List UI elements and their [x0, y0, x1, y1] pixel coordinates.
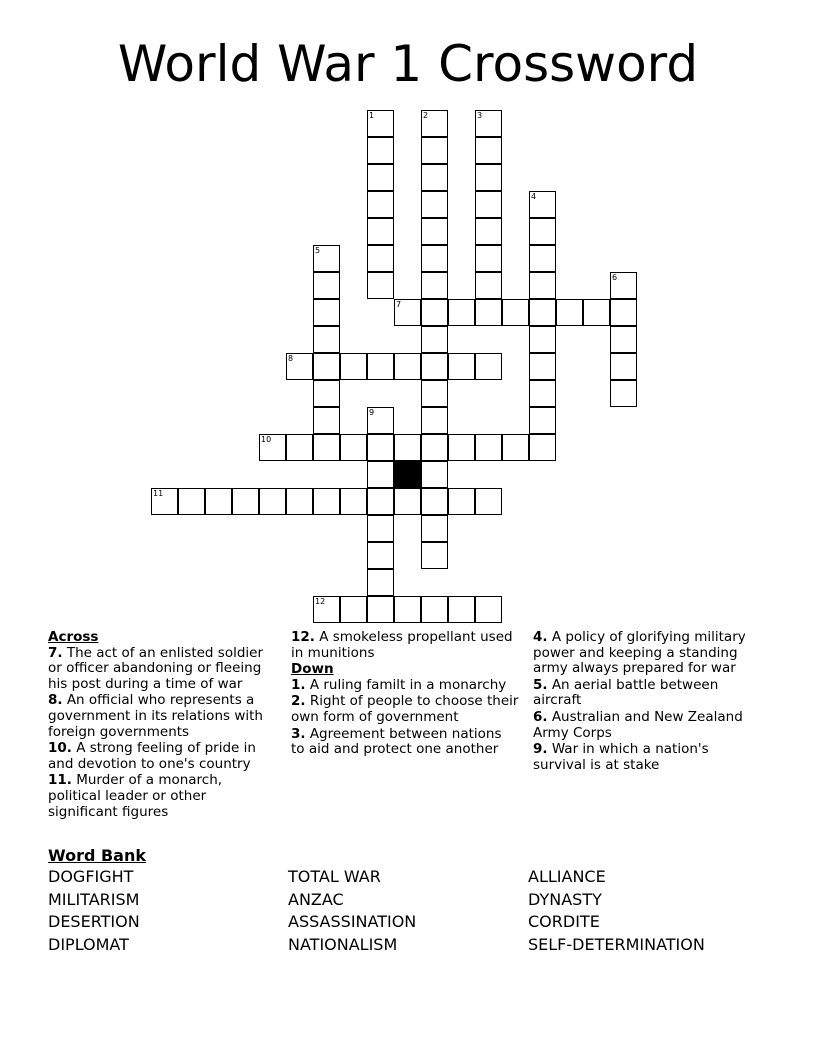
word-bank-entry: ALLIANCE — [528, 867, 606, 886]
grid-cell[interactable] — [340, 488, 367, 515]
cell-number: 1 — [369, 111, 375, 120]
grid-cell[interactable] — [394, 488, 421, 515]
cell-number: 7 — [396, 300, 402, 309]
clue-number: 1. — [291, 676, 306, 693]
grid-cell[interactable] — [421, 245, 448, 272]
grid-cell[interactable] — [232, 488, 259, 515]
grid-cell[interactable] — [313, 299, 340, 326]
grid-cell[interactable] — [205, 488, 232, 515]
grid-cell[interactable] — [259, 488, 286, 515]
clues-column-1 — [48, 630, 276, 821]
cell-number: 4 — [531, 192, 537, 201]
clue-item — [533, 742, 755, 773]
grid-cell[interactable] — [610, 272, 637, 299]
grid-cell[interactable] — [448, 299, 475, 326]
cell-number: 10 — [261, 435, 272, 444]
grid-cell[interactable] — [367, 353, 394, 380]
grid-cell[interactable] — [529, 353, 556, 380]
grid-cell[interactable] — [286, 488, 313, 515]
grid-cell[interactable] — [313, 596, 340, 623]
grid-cell[interactable] — [448, 434, 475, 461]
clue-number: 5. — [533, 676, 548, 693]
clue-item — [48, 646, 276, 693]
grid-cell[interactable] — [529, 218, 556, 245]
grid-cell[interactable] — [502, 434, 529, 461]
clue-item — [291, 727, 519, 758]
grid-cell[interactable] — [340, 596, 367, 623]
grid-cell[interactable] — [340, 353, 367, 380]
word-bank-entry: DYNASTY — [528, 889, 602, 909]
clue-number: 12. — [291, 629, 315, 645]
page-title: World War 1 Crossword — [117, 35, 699, 93]
grid-cell[interactable] — [421, 488, 448, 515]
grid-cell[interactable] — [367, 272, 394, 299]
grid-cell[interactable] — [421, 542, 448, 569]
grid-cell[interactable] — [421, 461, 448, 488]
clue-text: Agreement between nations to aid and protect one another — [291, 725, 502, 758]
clue-text: A ruling familt in a monarchy — [305, 676, 507, 693]
grid-cell[interactable] — [583, 299, 610, 326]
grid-cell[interactable] — [259, 434, 286, 461]
word-bank-column-2 — [288, 866, 416, 956]
grid-cell[interactable] — [151, 488, 178, 515]
grid-cell[interactable] — [529, 299, 556, 326]
grid-cell[interactable] — [367, 596, 394, 623]
grid-cell[interactable] — [421, 515, 448, 542]
grid-cell[interactable] — [367, 407, 394, 434]
clue-number: 4. — [533, 629, 548, 645]
grid-cell[interactable] — [529, 272, 556, 299]
grid-cell[interactable] — [502, 299, 529, 326]
grid-cell[interactable] — [421, 299, 448, 326]
word-bank-entry: ASSASSINATION — [288, 912, 417, 932]
clue-item — [48, 741, 276, 772]
grid-cell[interactable] — [421, 110, 448, 137]
grid-cell[interactable] — [475, 137, 502, 164]
word-bank-entry: DOGFIGHT — [48, 867, 134, 886]
clue-number: 10. — [48, 740, 72, 757]
word-bank-entry: ANZAC — [288, 889, 344, 909]
clue-text: Murder of a monarch, political leader or other significant figures — [48, 772, 223, 820]
grid-cell[interactable] — [421, 326, 448, 353]
clue-item — [533, 678, 755, 709]
cell-number: 2 — [423, 111, 429, 120]
grid-cell[interactable] — [610, 380, 637, 407]
clue-text: Right of people to choose their own form of government — [291, 693, 519, 725]
clue-item — [48, 773, 276, 820]
grid-cell[interactable] — [529, 245, 556, 272]
grid-cell[interactable] — [421, 191, 448, 218]
clue-item — [533, 630, 755, 677]
grid-block — [394, 461, 421, 488]
grid-cell[interactable] — [313, 326, 340, 353]
down-clue-list-continued — [533, 630, 755, 773]
grid-cell[interactable] — [475, 434, 502, 461]
across-clue-list-continued — [291, 630, 519, 661]
cell-number: 3 — [477, 111, 483, 120]
grid-cell[interactable] — [286, 353, 313, 380]
grid-cell[interactable] — [394, 596, 421, 623]
grid-cell[interactable] — [367, 137, 394, 164]
grid-cell[interactable] — [286, 434, 313, 461]
clue-item — [291, 630, 519, 661]
clue-number: 3. — [291, 725, 306, 742]
grid-cell[interactable] — [367, 245, 394, 272]
clue-text: War in which a nation's survival is at stake — [533, 741, 709, 773]
word-bank-entry: NATIONALISM — [288, 934, 398, 954]
clue-text: A smokeless propellant used in munitions — [291, 629, 513, 661]
grid-cell[interactable] — [475, 164, 502, 191]
grid-cell[interactable] — [394, 434, 421, 461]
word-bank-entry: CORDITE — [528, 912, 600, 932]
grid-cell[interactable] — [610, 299, 637, 326]
grid-cell[interactable] — [367, 218, 394, 245]
cell-number: 9 — [369, 408, 375, 417]
grid-cell[interactable] — [475, 272, 502, 299]
clues-column-2 — [291, 630, 519, 759]
grid-cell[interactable] — [475, 299, 502, 326]
clue-number: 11. — [48, 772, 72, 789]
grid-cell[interactable] — [475, 218, 502, 245]
word-bank-entry: DIPLOMAT — [48, 934, 129, 954]
clue-item — [291, 678, 519, 694]
grid-cell[interactable] — [556, 299, 583, 326]
grid-cell[interactable] — [529, 326, 556, 353]
word-bank-column-3 — [528, 866, 705, 956]
grid-cell[interactable] — [367, 191, 394, 218]
clue-number: 7. — [48, 644, 63, 661]
grid-cell[interactable] — [313, 407, 340, 434]
grid-cell[interactable] — [475, 488, 502, 515]
across-heading: Across — [48, 629, 99, 645]
clue-text: The act of an enlisted soldier or officer abandoning or fleeing his post during a time of war — [48, 644, 264, 692]
clue-item — [291, 694, 519, 725]
clue-number: 9. — [533, 741, 548, 758]
grid-cell[interactable] — [475, 353, 502, 380]
grid-cell[interactable] — [394, 353, 421, 380]
grid-cell[interactable] — [529, 407, 556, 434]
grid-cell[interactable] — [421, 434, 448, 461]
cell-number: 11 — [153, 489, 164, 498]
down-clue-list — [291, 678, 519, 758]
grid-cell[interactable] — [475, 191, 502, 218]
cell-number: 12 — [315, 597, 326, 606]
word-bank-entry: TOTAL WAR — [288, 867, 381, 886]
clue-item — [533, 710, 755, 741]
grid-cell[interactable] — [421, 164, 448, 191]
word-bank-entry: MILITARISM — [48, 889, 140, 909]
grid-cell[interactable] — [367, 110, 394, 137]
down-heading: Down — [291, 661, 334, 678]
clue-number: 8. — [48, 692, 63, 709]
word-bank-heading: Word Bank — [48, 846, 147, 865]
grid-cell[interactable] — [313, 434, 340, 461]
grid-cell[interactable] — [421, 272, 448, 299]
cell-number: 8 — [288, 354, 294, 363]
clue-number: 2. — [291, 693, 306, 710]
clues-column-3 — [533, 630, 755, 774]
grid-cell[interactable] — [367, 434, 394, 461]
grid-cell[interactable] — [529, 380, 556, 407]
clue-item — [48, 693, 276, 740]
word-bank-entry: SELF-DETERMINATION — [528, 934, 705, 954]
grid-cell[interactable] — [421, 137, 448, 164]
grid-cell[interactable] — [313, 272, 340, 299]
word-bank-column-1 — [48, 866, 140, 956]
grid-cell[interactable] — [421, 380, 448, 407]
grid-cell[interactable] — [367, 461, 394, 488]
grid-cell[interactable] — [394, 299, 421, 326]
grid-cell[interactable] — [421, 353, 448, 380]
grid-cell[interactable] — [367, 164, 394, 191]
grid-cell[interactable] — [448, 488, 475, 515]
cell-number: 5 — [315, 246, 321, 255]
clue-text: A strong feeling of pride in and devotion to one's country — [48, 740, 256, 772]
grid-cell[interactable] — [475, 245, 502, 272]
grid-cell[interactable] — [610, 326, 637, 353]
clue-text: Australian and New Zealand Army Corps — [533, 708, 743, 741]
grid-cell[interactable] — [313, 353, 340, 380]
grid-cell[interactable] — [610, 353, 637, 380]
clue-number: 6. — [533, 708, 548, 725]
grid-cell[interactable] — [313, 380, 340, 407]
grid-cell[interactable] — [313, 245, 340, 272]
grid-cell[interactable] — [367, 542, 394, 569]
grid-cell[interactable] — [313, 488, 340, 515]
grid-cell[interactable] — [475, 596, 502, 623]
grid-cell[interactable] — [340, 434, 367, 461]
grid-cell[interactable] — [421, 218, 448, 245]
grid-cell[interactable] — [367, 569, 394, 596]
word-bank-entry: DESERTION — [48, 912, 140, 932]
grid-cell[interactable] — [475, 110, 502, 137]
clue-text: An aerial battle between aircraft — [533, 676, 719, 709]
clue-text: A policy of glorifying military power and keeping a standing army always prepared for war — [533, 629, 746, 677]
across-clue-list — [48, 646, 276, 821]
clue-text: An official who represents a government in its relations with foreign governments — [48, 692, 263, 740]
grid-cell[interactable] — [367, 488, 394, 515]
grid-cell[interactable] — [178, 488, 205, 515]
grid-cell[interactable] — [421, 596, 448, 623]
cell-number: 6 — [612, 273, 618, 282]
grid-cell[interactable] — [448, 353, 475, 380]
grid-cell[interactable] — [529, 191, 556, 218]
grid-cell[interactable] — [448, 596, 475, 623]
grid-cell[interactable] — [529, 434, 556, 461]
grid-cell[interactable] — [367, 515, 394, 542]
grid-cell[interactable] — [421, 407, 448, 434]
